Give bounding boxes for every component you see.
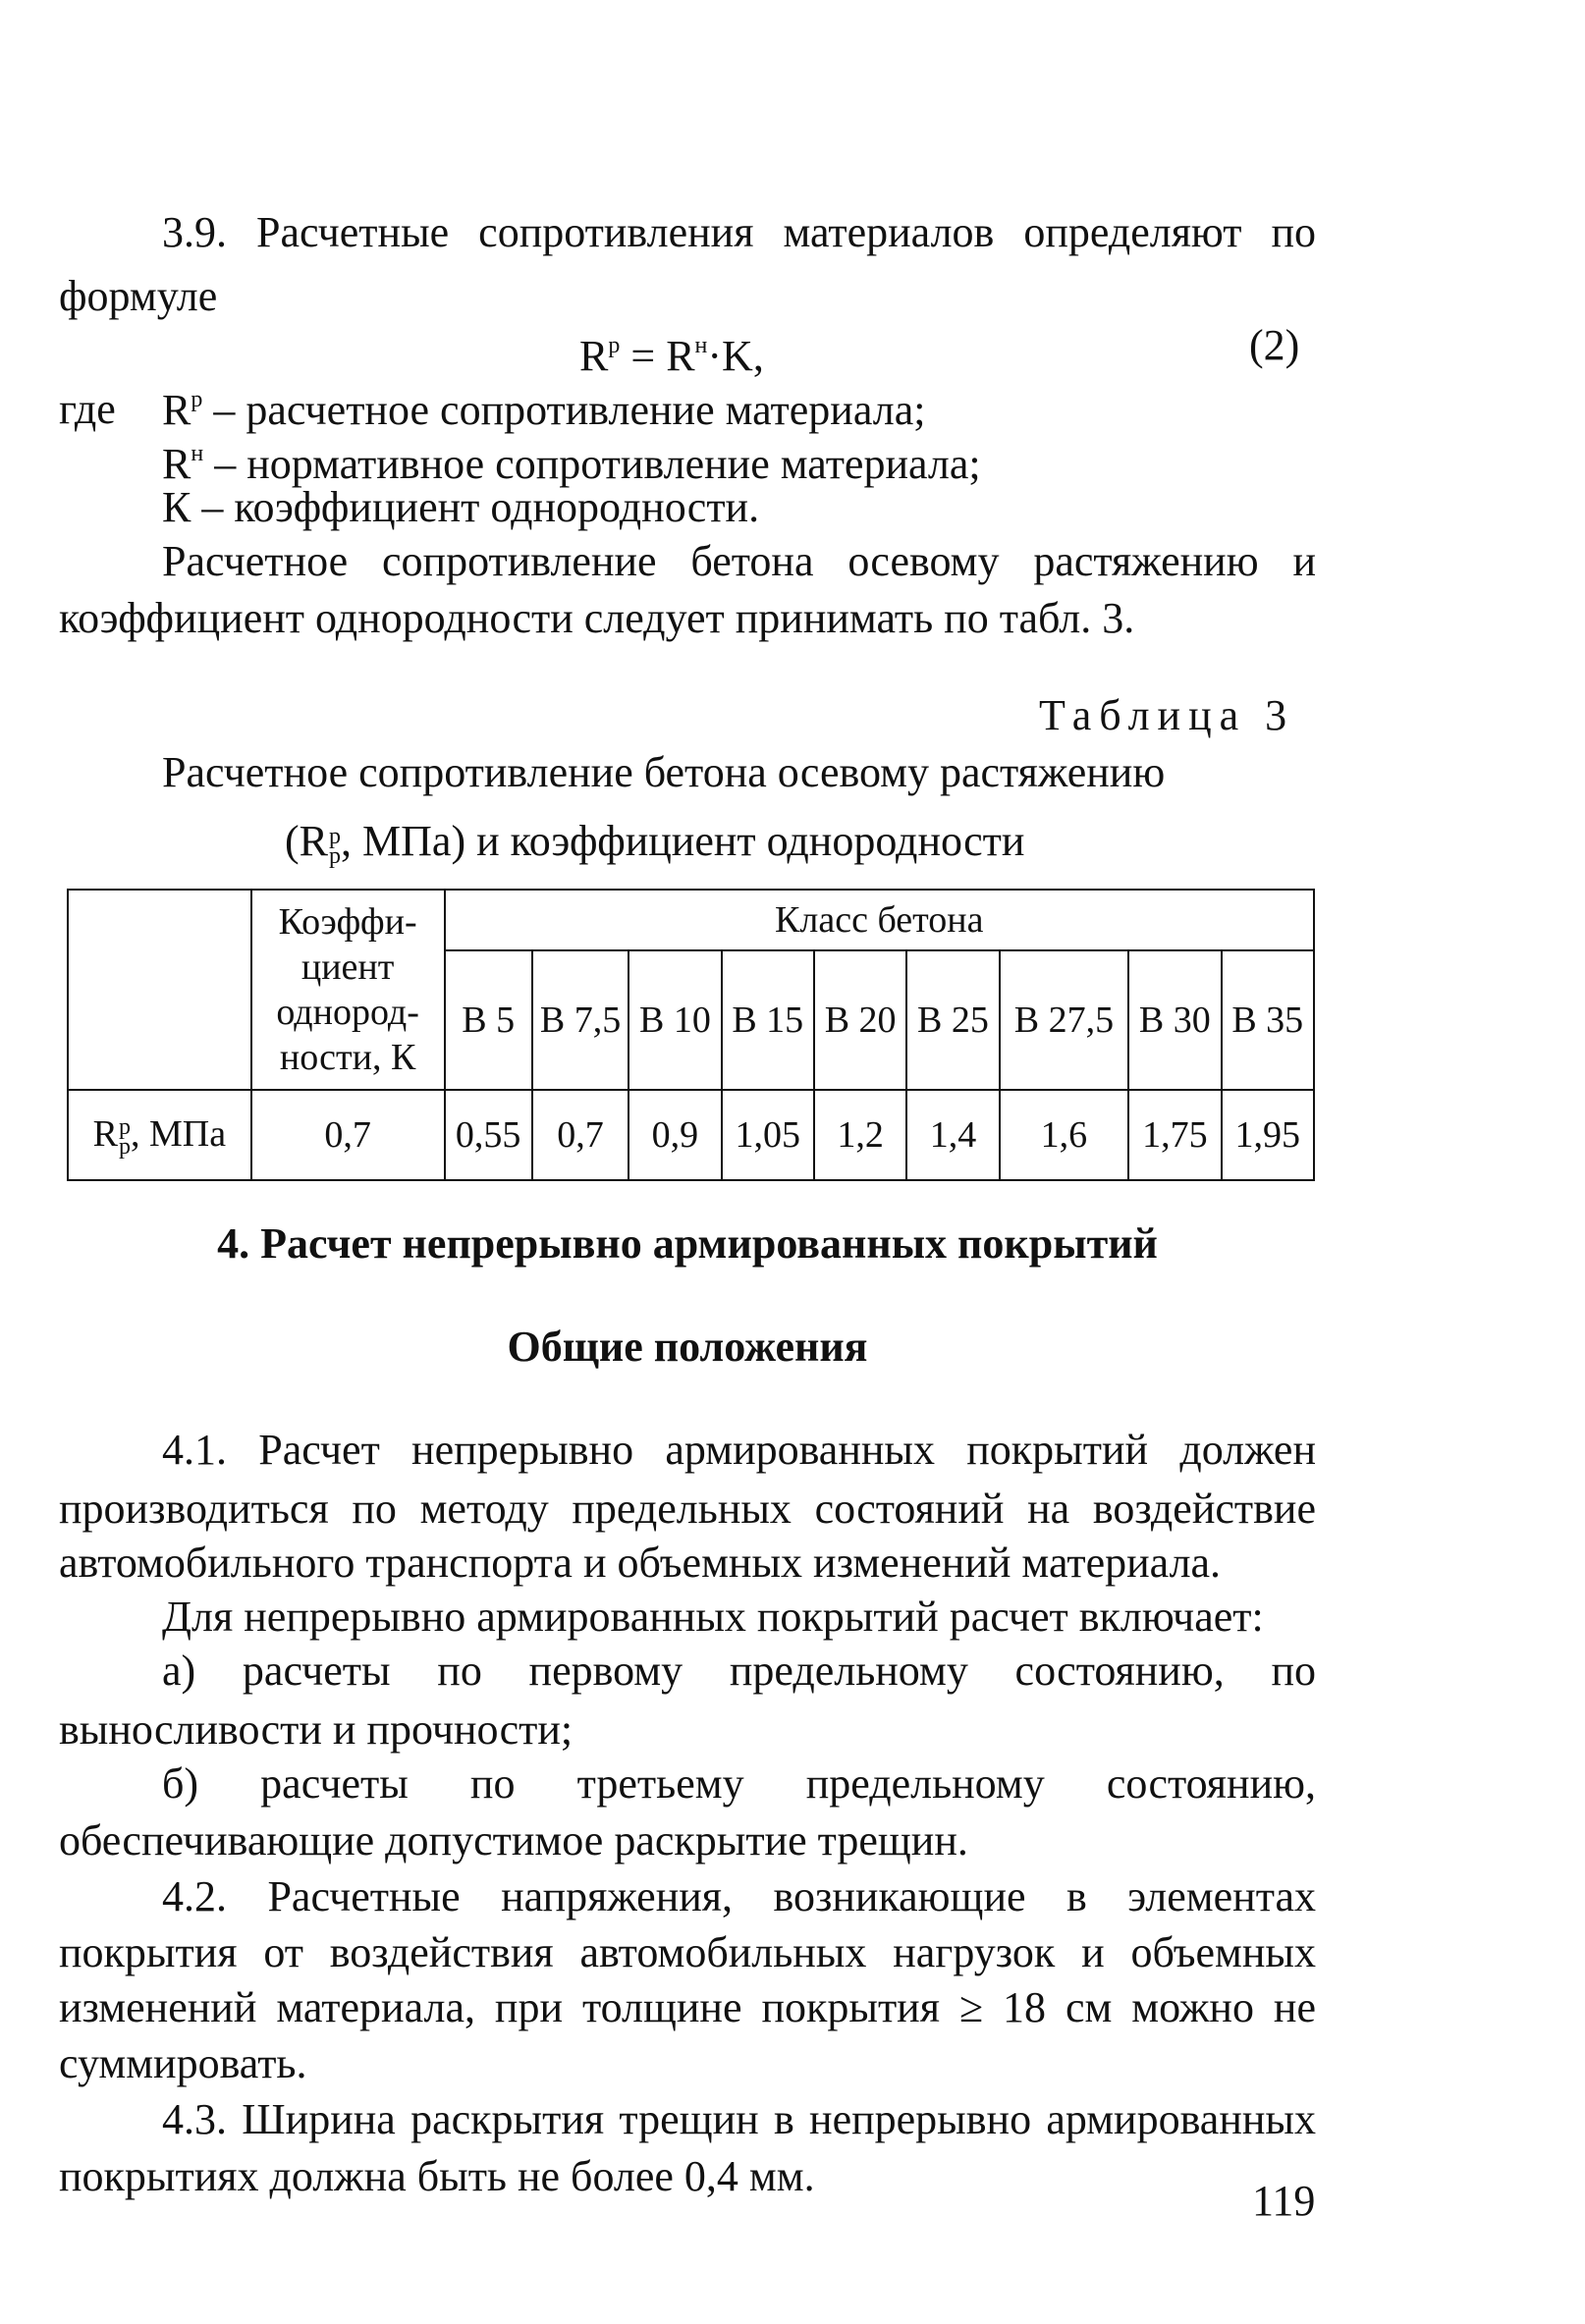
where-item-3-sym: К	[162, 483, 191, 531]
value-cell: 1,2	[814, 1090, 906, 1180]
table-corner-cell	[68, 890, 251, 1090]
caption-sym: R	[299, 817, 329, 865]
formula-rhs: R	[666, 332, 695, 380]
class-header: В 5	[445, 950, 532, 1090]
caption-sub: р	[329, 843, 342, 869]
para-tbl-ref-line1: Расчетное сопротивление бетона осевому растяжению и	[162, 537, 1316, 585]
row-label-sub: р	[118, 1134, 131, 1160]
para-4-1-line4: Для непрерывно армированных покрытий расчет включает:	[162, 1593, 1264, 1641]
para-3-9-line1: 3.9. Расчетные сопротивления материалов определяют по	[162, 208, 1316, 256]
where-item-2-text: – нормативное сопротивление материала;	[203, 440, 981, 488]
coef-value-cell: 0,7	[251, 1090, 445, 1180]
row-label-sym: R	[92, 1113, 118, 1155]
para-4-3-line2: покрытиях должна быть не более 0,4 мм.	[59, 2152, 815, 2200]
formula-lhs: R	[579, 332, 609, 380]
value-cell: 0,9	[629, 1090, 721, 1180]
para-4-1-item-b-line2: обеспечивающие допустимое раскрытие трещин.	[59, 1816, 968, 1865]
row-label-sup: р	[118, 1114, 131, 1140]
class-header: В 27,5	[1000, 950, 1129, 1090]
class-header: В 15	[722, 950, 814, 1090]
para-4-1-item-a-line1: а) расчеты по первому предельному состоянию, по	[162, 1647, 1316, 1695]
class-header: В 35	[1222, 950, 1314, 1090]
value-cell: 1,95	[1222, 1090, 1314, 1180]
para-4-1-line3: автомобильного транспорта и объемных изменений материала.	[59, 1539, 1222, 1587]
value-cell: 1,4	[906, 1090, 999, 1180]
formula-lhs-sup: р	[608, 333, 621, 358]
para-4-1-item-b-line1: б) расчеты по третьему предельному состоянию,	[162, 1759, 1316, 1808]
para-4-1-line2: производиться по методу предельных состояний на воздействие	[59, 1485, 1316, 1533]
header-coef-line3: однород-	[276, 992, 419, 1033]
header-coef-line1: Коэффи-	[278, 901, 417, 943]
section-title: 4. Расчет непрерывно армированных покрытий	[217, 1219, 1158, 1268]
class-header: В 20	[814, 950, 906, 1090]
section-subtitle: Общие положения	[507, 1323, 868, 1371]
where-item-2-sup: н	[191, 441, 204, 466]
row-label-cell	[68, 1090, 251, 1180]
para-4-3-line1: 4.3. Ширина раскрытия трещин в непрерывно армированных	[162, 2095, 1316, 2143]
class-header: В 25	[906, 950, 999, 1090]
where-item-3	[162, 481, 759, 534]
value-cell: 0,7	[532, 1090, 629, 1180]
where-item-3-text: – коэффициент однородности.	[191, 483, 760, 531]
header-class-cell: Класс бетона	[445, 890, 1315, 950]
formula-rhs-sup: н	[694, 333, 708, 358]
para-4-2-line3: изменений материала, при толщине покрытия ≥ 18 см можно не	[59, 1983, 1316, 2031]
value-cell: 0,55	[445, 1090, 532, 1180]
formula-eq: =	[620, 332, 667, 380]
para-tbl-ref-line2: коэффициент однородности следует принимать по табл. 3.	[59, 594, 1135, 642]
value-cell: 1,75	[1128, 1090, 1221, 1180]
where-item-1-sup: р	[191, 387, 203, 412]
row-label-unit: , МПа	[130, 1113, 227, 1155]
where-item-1-sym: R	[162, 386, 191, 434]
caption-sup: р	[329, 824, 342, 849]
para-4-2-line2: покрытия от воздействия автомобильных нагрузок и объемных	[59, 1928, 1316, 1976]
header-coef-line2: циент	[301, 946, 395, 988]
class-header: В 30	[1128, 950, 1221, 1090]
formula-number: (2)	[1249, 321, 1300, 369]
where-label: где	[59, 385, 116, 433]
header-coef-cell	[251, 890, 445, 1090]
para-4-1-item-a-line2: выносливости и прочности;	[59, 1705, 574, 1754]
where-item-1-text: – расчетное сопротивление материала;	[202, 386, 926, 434]
para-4-1-line1: 4.1. Расчет непрерывно армированных покрытий должен	[162, 1426, 1316, 1474]
caption-paren: (	[285, 817, 300, 865]
value-cell: 1,05	[722, 1090, 814, 1180]
where-item-2-sym: R	[162, 440, 191, 488]
table-caption-1: Расчетное сопротивление бетона осевому растяжению	[162, 748, 1166, 796]
table-label: Таблица 3	[1039, 691, 1295, 739]
table-3	[67, 889, 1315, 1181]
page-number: 119	[1252, 2177, 1316, 2225]
para-3-9-line2: формуле	[59, 272, 218, 320]
table-caption-2	[285, 815, 1024, 868]
para-4-2-line4: суммировать.	[59, 2039, 307, 2087]
class-header: В 10	[629, 950, 721, 1090]
class-header: В 7,5	[532, 950, 629, 1090]
formula-rhs-rest: ·K,	[707, 332, 764, 380]
value-cell: 1,6	[1000, 1090, 1129, 1180]
header-coef-line4: ности, К	[279, 1037, 416, 1078]
para-4-2-line1: 4.2. Расчетные напряжения, возникающие в элементах	[162, 1872, 1316, 1920]
caption-rest: , МПа) и коэффициент однородности	[341, 817, 1025, 865]
